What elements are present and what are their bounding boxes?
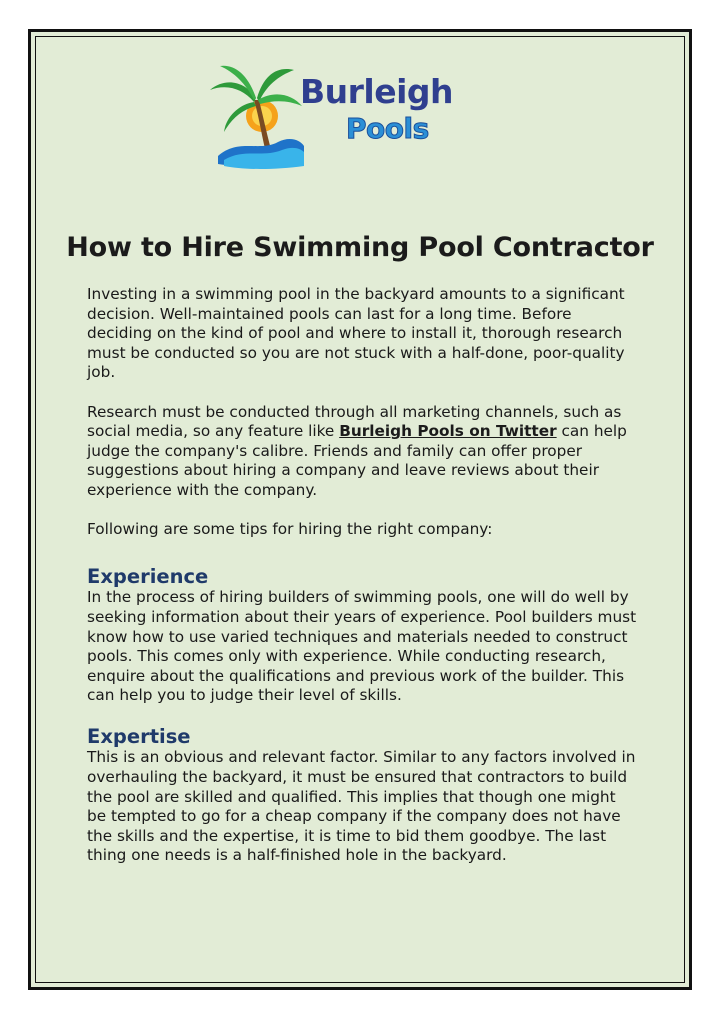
- page-title: How to Hire Swimming Pool Contractor: [66, 232, 654, 263]
- research-text-after: can help judge the company's calibre. Friends and family can offer proper suggestions about hiring a company and leave reviews about their experience with the company.: [87, 422, 627, 499]
- research-paragraph: [87, 403, 639, 501]
- section-heading-expertise: Expertise: [87, 725, 191, 749]
- logo-text-pools: Pools: [346, 112, 429, 145]
- research-text-before: Research must be conducted through all marketing channels, such as social media, so any feature like: [87, 402, 622, 441]
- intro-paragraph: Investing in a swimming pool in the backyard amounts to a significant decision. Well-maintained pools can last for a long time. Before deciding on the kind of pool and where to install it, thorough research must be conducted so you are not stuck with a half-done, poor-quality job.: [87, 285, 625, 382]
- twitter-link[interactable]: Burleigh Pools on Twitter: [339, 422, 557, 441]
- palm-tree-icon: [204, 60, 304, 170]
- section-body-expertise: This is an obvious and relevant factor. Similar to any factors involved in overhauling the backyard, it must be ensured that contractors to build the pool are skilled and qualified. This implies that though one might be tempted to go for a cheap company if the company does not have the skills and the expertise, it is time to bid them goodbye. The last thing one needs is a half-finished hole in the backyard.: [87, 748, 636, 865]
- section-body-experience: In the process of hiring builders of swimming pools, one will do well by seeking information about their years of experience. Pool builders must know how to use varied techniques and materials needed to construct pools. This comes only with experience. While conducting research, enquire about the qualifications and previous work of the builder. This can help you to judge their level of skills.: [87, 588, 637, 705]
- article-body: [87, 285, 639, 886]
- burleigh-pools-logo: [204, 60, 459, 170]
- tips-intro: Following are some tips for hiring the right company:: [87, 520, 493, 539]
- section-heading-experience: Experience: [87, 565, 209, 589]
- logo-text-burleigh: Burleigh: [300, 72, 454, 111]
